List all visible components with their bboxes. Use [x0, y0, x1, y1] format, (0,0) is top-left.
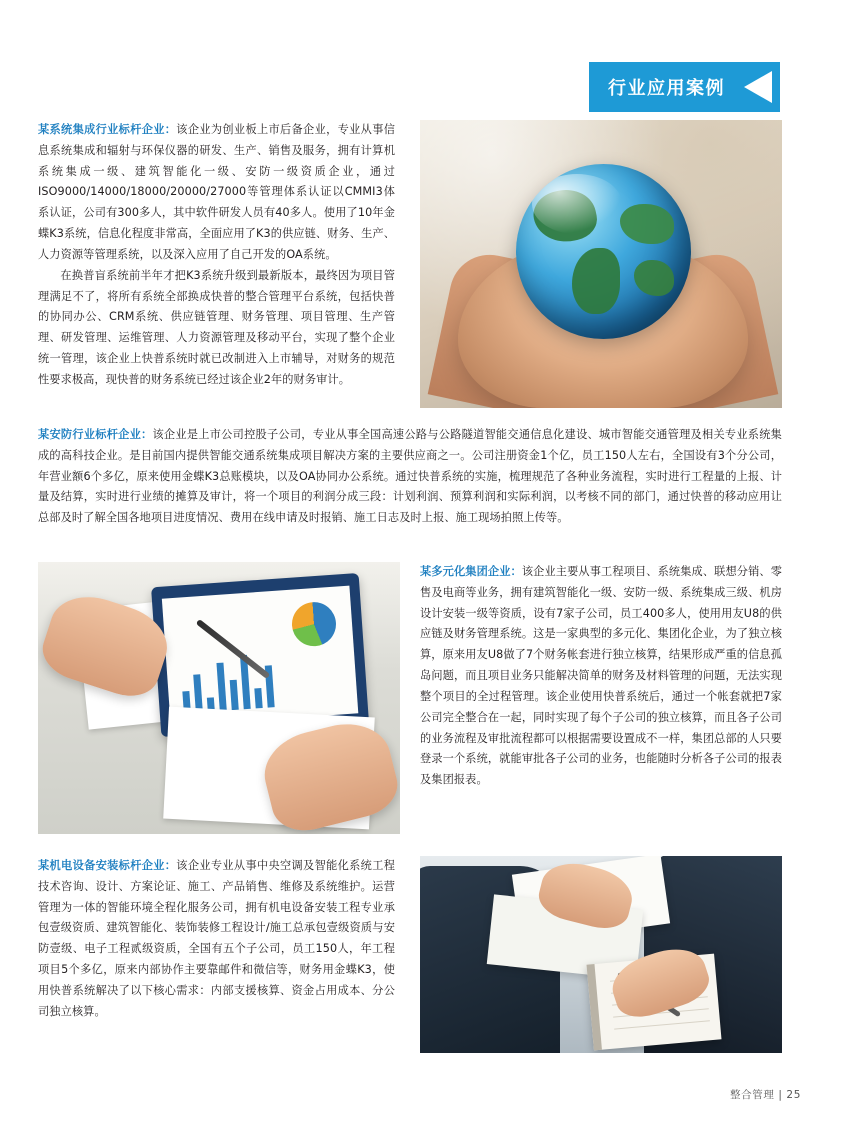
case-lead-label: 某多元化集团企业：: [420, 565, 522, 578]
chevron-left-icon: [734, 62, 780, 112]
globe-highlight: [532, 174, 622, 234]
pie-chart-graphic: [290, 601, 337, 648]
case-body-text: 该企业专业从事中央空调及智能化系统工程技术咨询、设计、方案论证、施工、产品销售、维修及系统维护。运营管理为一体的智能环境全程化服务公司，拥有机电设备安装工程专业承包壹级资质、建筑智能化、装饰装修工程设计/施工总承包壹级资质与安防壹级、电子工程贰级资质，全国有五个子公司，员工150人，年工程项目5个多亿，原来内部协作主要靠邮件和微信等，财务用金蝶K3，使用快普系统解决了以下核心需求：内部支援核算、资金占用成本、分公司独立核算。: [38, 859, 396, 1018]
paragraph: [38, 425, 782, 529]
contract-signing-photo: [420, 856, 782, 1053]
globe-in-hands-photo: [420, 120, 782, 408]
paragraph: [38, 120, 395, 266]
case-system-integration-text: [38, 120, 395, 391]
section-badge: [589, 62, 780, 112]
paragraph: [420, 562, 782, 791]
earth-globe-icon: [516, 164, 691, 339]
case-body-text-2: 在换普盲系统前半年才把K3系统升级到最新版本，最终因为项目管理满足不了，将所有系统全部换成快普的整合管理平台系统，包括快普的协同办公、CRM系统、供应链管理、财务管理、项目管理、生产管理、研发管理、运维管理、人力资源管理及移动平台，实现了整个企业统一管理，该企业上快普系统时就已改制进入上市辅导，对财务的规范性要求极高，现快普的财务系统已经过该企业2年的财务审计。: [38, 268, 395, 386]
case-diversified-group-text: [420, 562, 782, 791]
section-badge-label: 行业应用案例: [608, 78, 725, 99]
landmass: [634, 260, 674, 296]
case-body-text: 该企业为创业板上市后备企业，专业从事信息系统集成和辐射与环保仪器的研发、生产、销售及服务，拥有计算机系统集成一级、建筑智能化一级、安防一级资质企业，通过ISO9000/14000/18000/20000/27000等管理体系认证以CMMI3体系认证，公司有300多人，其中软件研发人员有40多人。使用了10年金蝶K3系统，信息化程度非常高，全面应用了K3的供应链、财务、生产、人力资源等管理系统，以及深入应用了自己开发的OA系统。: [38, 123, 396, 261]
case-body-text: 该企业是上市公司控股子公司，专业从事全国高速公路与公路隧道智能交通信息化建设、城市智能交通管理及相关专业系统集成的高科技企业。是目前国内提供智能交通系统集成项目解决方案的主要供应商之一。公司注册资金1个亿，员工150人左右，全国设有3个分公司，年营业额6个多亿，原来使用金蝶K3总账模块，以及OA协同办公系统。通过快普系统的实施，梳理规范了各种业务流程，实时进行工程量的上报、计量及结算，实时进行业绩的摊算及审计，将一个项目的利润分成三段：计划利润、预算利润和实际利润，以考核不同的部门，通过快普的移动应用让总部及时了解全国各地项目进度情况、费用在线申请及时报销、施工日志及时上报、施工现场拍照上传等。: [38, 428, 782, 525]
landmass: [572, 248, 620, 314]
business-meeting-charts-photo: [38, 562, 400, 834]
bar-chart-graphic: [180, 649, 275, 713]
page-footer: 整合管理 | 25: [730, 1089, 801, 1101]
case-hvac-installation-text: [38, 856, 395, 1023]
clipboard-sheet: [162, 586, 358, 727]
case-lead-label: 某机电设备安装标杆企业：: [38, 859, 177, 872]
case-lead-label: 某安防行业标杆企业：: [38, 428, 153, 441]
landmass: [620, 204, 674, 244]
case-body-text: 该企业主要从事工程项目、系统集成、联想分销、零售及电商等业务，拥有建筑智能化一级、安防一级、系统集成三级、机房设计安装一级等资质，设有7家子公司，员工400多人，使用用友U8的供应链及财务管理系统。这是一家典型的多元化、集团化企业，为了独立核算，原来用友U8做了7个财务帐套进行独立核算，结果形成严重的信息孤岛问题，而且项目业务只能解决简单的财务及材料管理的问题，无法实现整个项目的全过程管理。该企业使用快普系统后，通过一个帐套就把7家公司完全整合在一起，同时实现了每个子公司的独立核算，而且各子公司的业务流程及审批流程都可以根据需要设置成不一样，集团总部的人只要登录一个系统，就能审批各子公司的业务，也能随时分析各子公司的报表及集团报表。: [420, 565, 782, 787]
case-lead-label: 某系统集成行业标杆企业：: [38, 123, 177, 136]
case-security-industry-text: [38, 425, 782, 529]
paragraph: [38, 856, 395, 1023]
section-badge-bar: [589, 62, 734, 112]
